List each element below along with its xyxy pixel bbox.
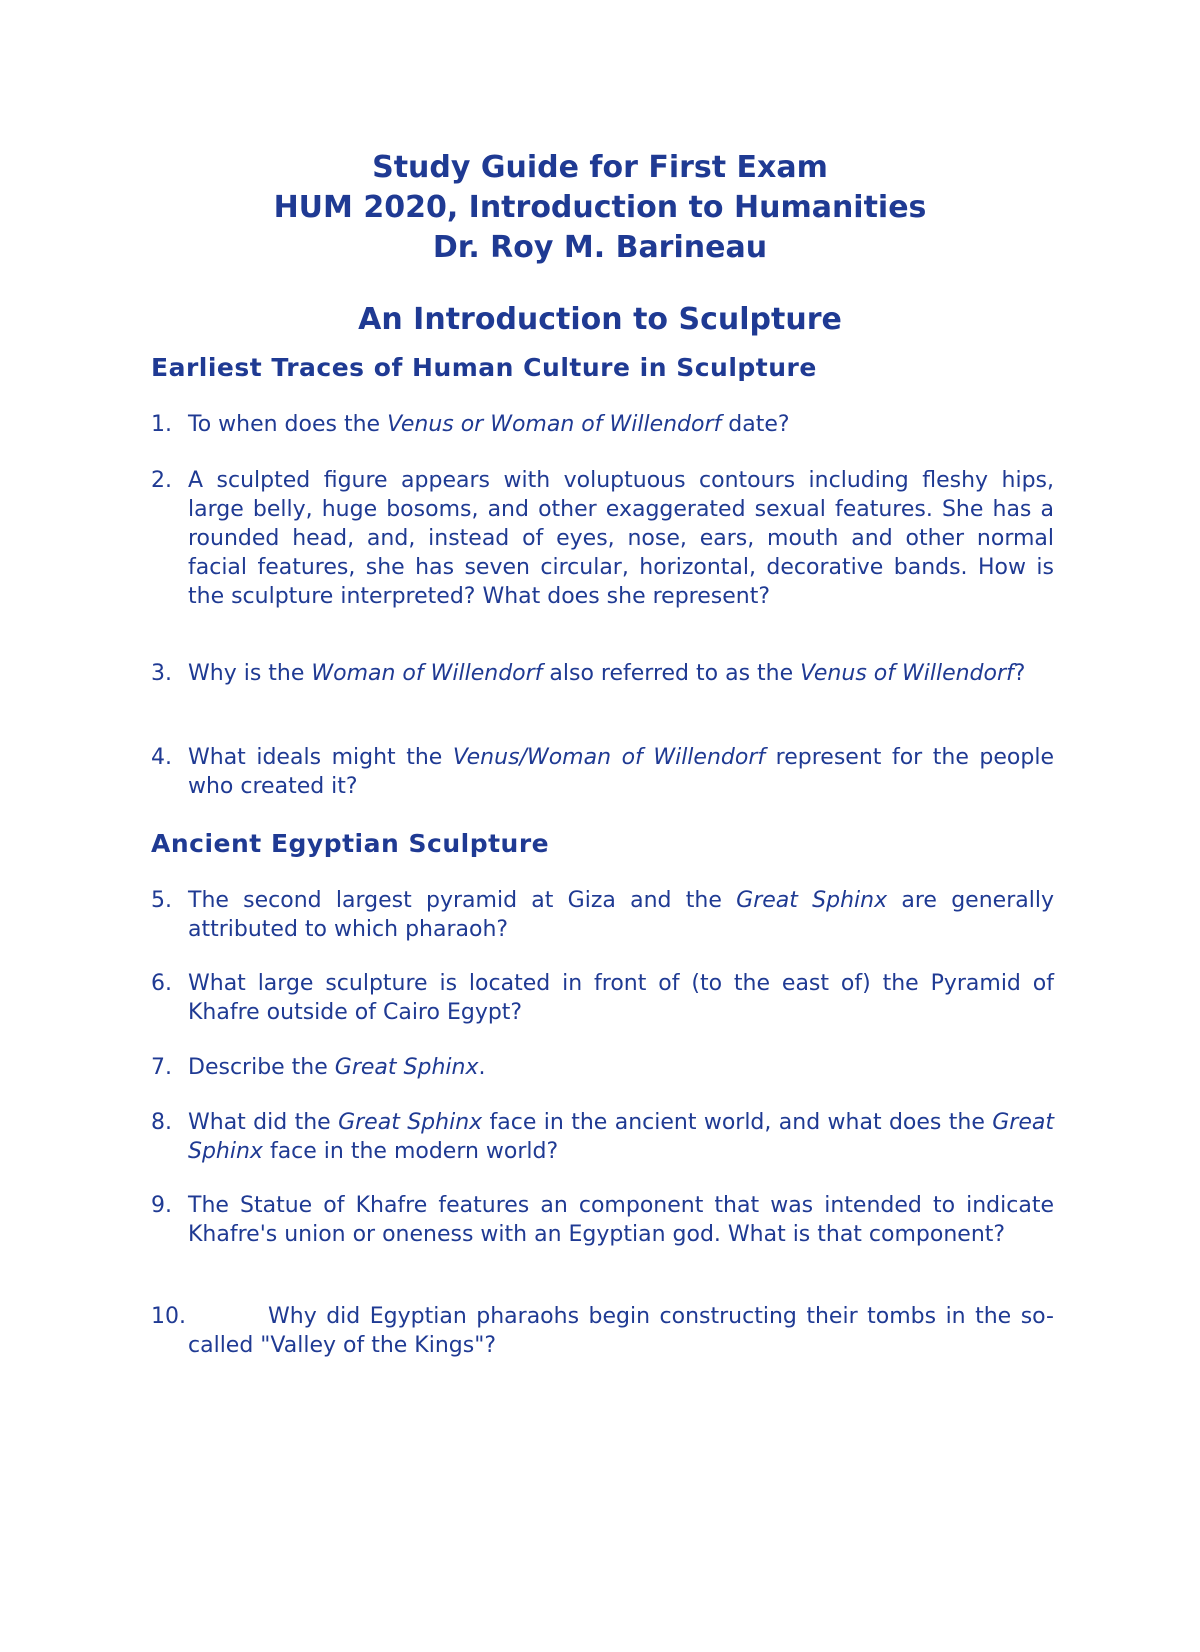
question-1: [151, 410, 1054, 439]
question-10: [151, 1302, 1054, 1360]
question-number: 1.: [151, 412, 172, 437]
header-instructor: Dr. Roy M. Barineau: [432, 230, 768, 265]
question-text: What ideals might the Venus/Woman of Willendorf represent for the people who created it?: [188, 745, 1054, 799]
question-3: [151, 659, 1054, 688]
question-number: 2.: [151, 468, 172, 493]
question-5: [151, 886, 1054, 944]
question-number: 9.: [151, 1193, 172, 1218]
question-text: What did the Great Sphinx face in the ancient world, and what does the Great Sphinx face in the modern world?: [188, 1110, 1054, 1164]
question-7: [151, 1053, 1054, 1082]
question-text: The Statue of Khafre features an component that was intended to indicate Khafre's union or oneness with an Egyptian god. What is that component?: [188, 1193, 1054, 1247]
question-6: [151, 969, 1054, 1027]
header-title: Study Guide for First Exam: [372, 150, 828, 185]
question-8: [151, 1108, 1054, 1166]
question-number: 5.: [151, 888, 172, 913]
header-course: HUM 2020, Introduction to Humanities: [273, 190, 927, 225]
question-text: What large sculpture is located in front of (to the east of) the Pyramid of Khafre outside of Cairo Egypt?: [188, 971, 1054, 1025]
question-text: Why is the Woman of Willendorf also referred to as the Venus of Willendorf?: [188, 661, 1026, 686]
question-number: 6.: [151, 971, 172, 996]
question-2: [151, 466, 1054, 611]
question-text: Why did Egyptian pharaohs begin constructing their tombs in the so-called "Valley of the Kings"?: [188, 1304, 1054, 1358]
question-number: 10.: [151, 1304, 186, 1329]
question-text: A sculpted figure appears with voluptuous contours including fleshy hips, large belly, huge bosoms, and other exaggerated sexual features. She has a rounded head, and, instead of eyes, nose, ears, mouth and other normal facial features, she has seven circular, horizontal, decorative bands. How is the sculpture interpreted? What does she represent?: [188, 468, 1054, 609]
question-text: The second largest pyramid at Giza and the Great Sphinx are generally attributed to which pharaoh?: [188, 888, 1054, 942]
section-title: An Introduction to Sculpture: [358, 302, 842, 337]
question-number: 7.: [151, 1055, 172, 1080]
heading-egyptian-sculpture: Ancient Egyptian Sculpture: [151, 829, 550, 858]
document-header: [0, 148, 1200, 268]
question-number: 8.: [151, 1110, 172, 1135]
question-4: [151, 743, 1054, 801]
question-number: 3.: [151, 661, 172, 686]
heading-earliest-traces: Earliest Traces of Human Culture in Sculpture: [151, 353, 817, 382]
question-text: To when does the Venus or Woman of Willendorf date?: [188, 412, 790, 437]
question-9: [151, 1191, 1054, 1249]
question-number: 4.: [151, 745, 172, 770]
question-text: Describe the Great Sphinx.: [188, 1055, 486, 1080]
